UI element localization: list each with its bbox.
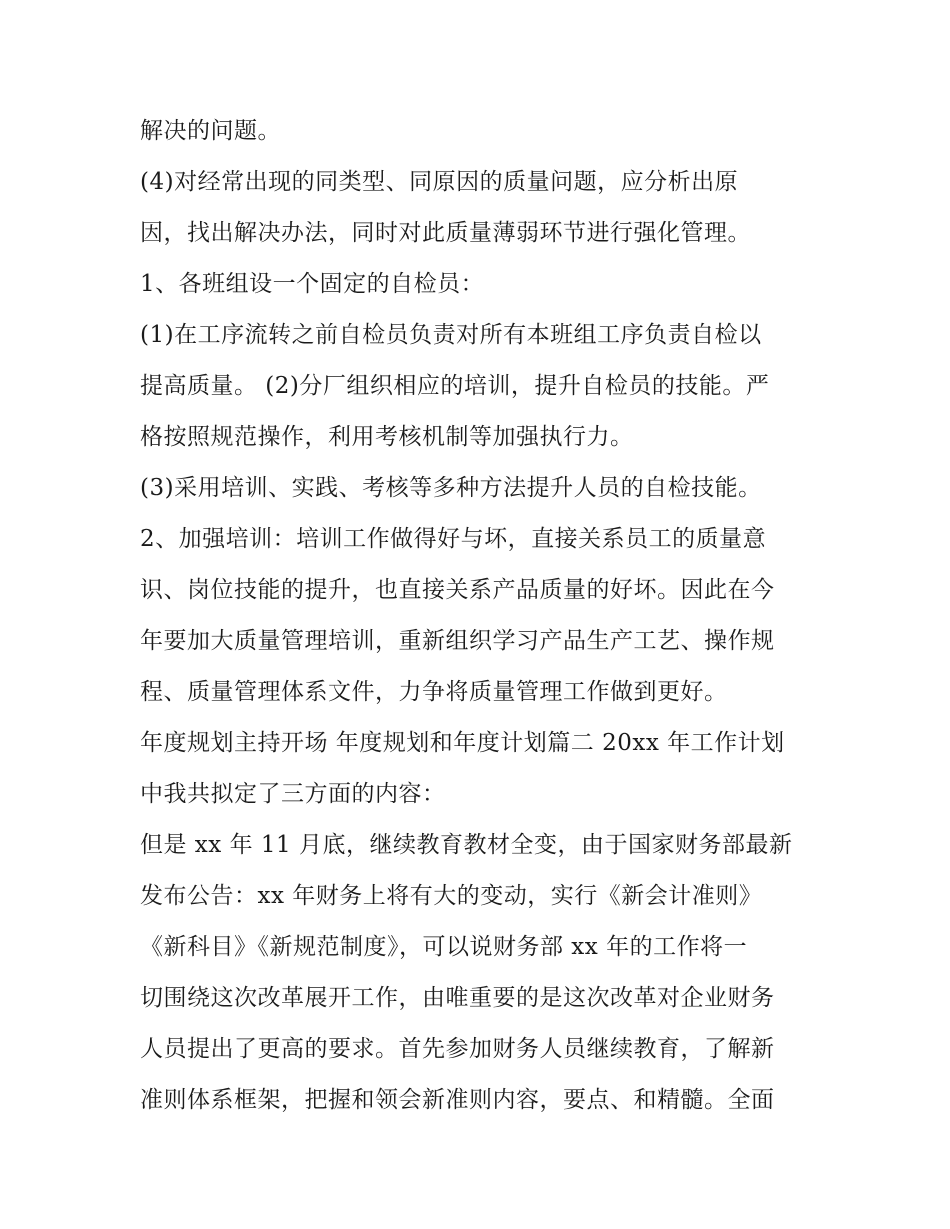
text-line: 识、岗位技能的提升，也直接关系产品质量的好坏。因此在今 <box>140 577 775 603</box>
text-line: 发布公告：xx 年财务上将有大的变动，实行《新会计准则》 <box>140 883 763 909</box>
text-line: 2、加强培训：培训工作做得好与坏，直接关系员工的质量意 <box>140 526 767 552</box>
text-line: 中我共拟定了三方面的内容： <box>140 781 446 807</box>
text-line: 但是 xx 年 11 月底，继续教育教材全变，由于国家财务部最新 <box>140 832 793 858</box>
text-line: 解决的问题。 <box>140 118 281 144</box>
text-line: 《新科目》《新规范制度》，可以说财务部 xx 年的工作将一 <box>140 934 748 960</box>
text-line: (1)在工序流转之前自检员负责对所有本班组工序负责自检以 <box>140 322 762 348</box>
text-line: 提高质量。 (2)分厂组织相应的培训，提升自检员的技能。严 <box>140 373 770 399</box>
text-line: (3)采用培训、实践、考核等多种方法提升人员的自检技能。 <box>140 475 762 501</box>
text-line: 1、各班组设一个固定的自检员： <box>140 271 485 297</box>
text-line: 程、质量管理体系文件，力争将质量管理工作做到更好。 <box>140 679 728 705</box>
text-line: 格按照规范操作，利用考核机制等加强执行力。 <box>140 424 634 450</box>
text-line: 切围绕这次改革展开工作，由唯重要的是这次改革对企业财务 <box>140 985 775 1011</box>
text-line: 年度规划主持开场 年度规划和年度计划篇二 20xx 年工作计划 <box>140 730 785 756</box>
text-line: 因，找出解决办法，同时对此质量薄弱环节进行强化管理。 <box>140 220 751 246</box>
text-line: 准则体系框架，把握和领会新准则内容，要点、和精髓。全面 <box>140 1087 775 1113</box>
text-line: (4)对经常出现的同类型、同原因的质量问题，应分析出原 <box>140 169 739 195</box>
text-line: 年要加大质量管理培训，重新组织学习产品生产工艺、操作规 <box>140 628 775 654</box>
text-line: 人员提出了更高的要求。首先参加财务人员继续教育，了解新 <box>140 1036 775 1062</box>
